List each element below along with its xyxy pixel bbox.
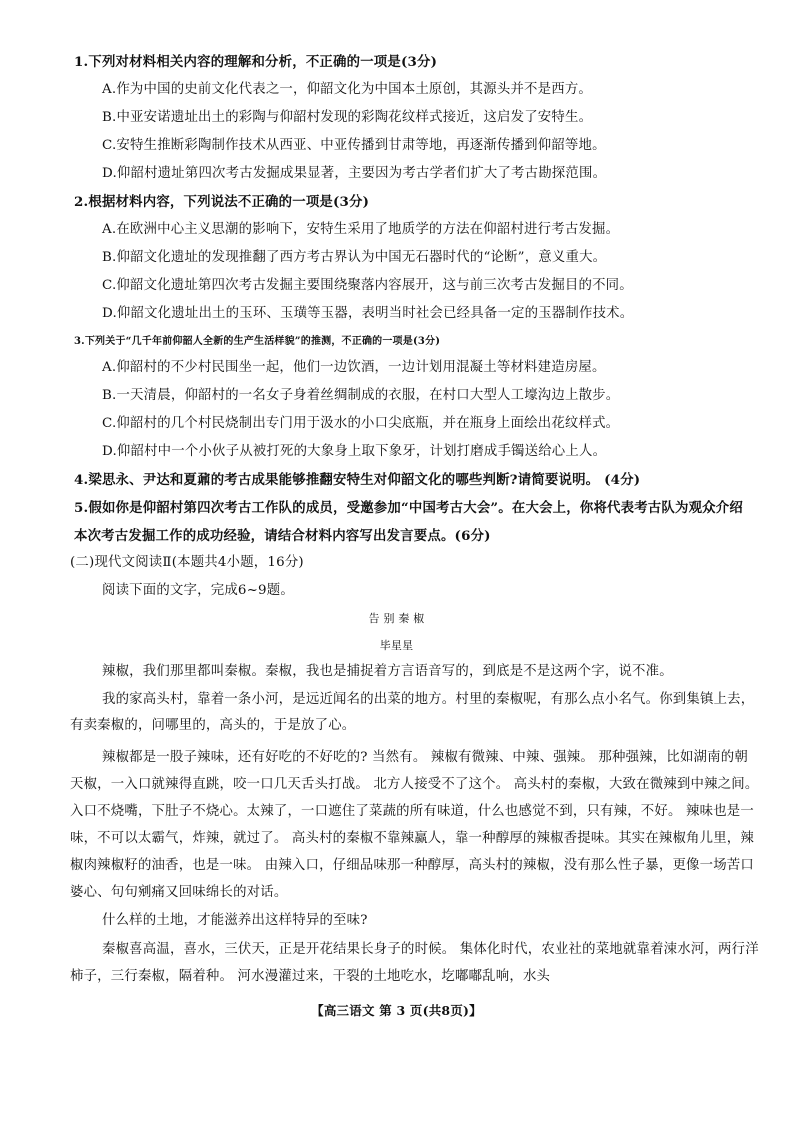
question-3-option-c: C.仰韶村的几个村民烧制出专门用于汲水的小口尖底瓶，并在瓶身上面绘出花纹样式。 <box>102 416 620 431</box>
question-5-line-2: 本次考古发掘工作的成功经验，请结合材料内容写出发言要点。(6分) <box>74 528 491 544</box>
article-paragraph-3-line-2: 天椒，一入口就辣得直跳，咬一口几天舌头打战。 北方人接受不了这个。 高头村的秦椒，大致在微辣到中辣之间。 <box>70 777 759 792</box>
question-3-option-a: A.仰韶村的不少村民围坐一起，他们一边饮酒，一边计划用混凝土等材料建造房屋。 <box>102 360 606 375</box>
question-1-stem: 1.下列对材料相关内容的理解和分析，不正确的一项是(3分) <box>74 54 438 70</box>
article-paragraph-3-line-1: 辣椒都是一股子辣味，还有好吃的不好吃的? 当然有。 辣椒有微辣、中辣、强辣。 那种强辣，比如湖南的朝 <box>102 750 748 765</box>
question-5-line-1: 5.假如你是仰韶村第四次考古工作队的成员，受邀参加“中国考古大会”。在大会上，你将代表考古队为观众介绍 <box>74 500 743 516</box>
question-2-option-a: A.在欧洲中心主义思潮的影响下，安特生采用了地质学的方法在仰韶村进行考古发掘。 <box>102 222 620 237</box>
article-paragraph-5-line-1: 秦椒喜高温，喜水，三伏天，正是开花结果长身子的时候。 集体化时代，农业社的菜地就靠着涑水河，两行洋 <box>102 942 759 957</box>
article-title: 告 别 秦 椒 <box>368 612 425 625</box>
question-1-option-b: B.中亚安诺遗址出土的彩陶与仰韶村发现的彩陶花纹样式接近，这启发了安特生。 <box>102 110 593 125</box>
question-2-stem: 2.根据材料内容，下列说法不正确的一项是(3分) <box>74 194 370 210</box>
question-2-option-c: C.仰韶文化遗址第四次考古发掘主要围绕聚落内容展开，这与前三次考古发掘目的不同。 <box>102 278 633 293</box>
article-paragraph-3-line-6: 婆心、句句剜痛又回味绵长的对话。 <box>70 885 288 900</box>
question-2-option-b: B.仰韶文化遗址的发现推翻了西方考古界认为中国无石器时代的“论断”，意义重大。 <box>102 250 607 265</box>
article-paragraph-1: 辣椒，我们那里都叫秦椒。秦椒，我也是捕捉着方言语音写的，到底是不是这两个字，说不准。 <box>102 664 673 679</box>
question-1-option-a: A.作为中国的史前文化代表之一，仰韶文化为中国本土原创，其源头并不是西方。 <box>102 82 592 97</box>
question-3-stem: 3.下列关于“几千年前仰韶人全新的生产生活样貌”的推测，不正确的一项是(3分) <box>74 336 441 347</box>
question-2-option-d: D.仰韶文化遗址出土的玉环、玉璜等玉器，表明当时社会已经具备一定的玉器制作技术。 <box>102 306 634 321</box>
article-paragraph-2-line-1: 我的家高头村，靠着一条小河，是远近闻名的出菜的地方。村里的秦椒呢，有那么点小名气。你到集镇上去， <box>102 692 755 707</box>
article-paragraph-5-line-2: 柿子，三行秦椒，隔着种。 河水漫灌过来，干裂的土地吃水，圪嘟嘟乱响，水头 <box>70 969 551 984</box>
section-header: (二)现代文阅读Ⅱ(本题共4小题，16分) <box>70 555 304 570</box>
article-author: 毕星星 <box>379 639 414 652</box>
section-instruction: 阅读下面的文字，完成6~9题。 <box>102 583 294 598</box>
question-3-option-d: D.仰韶村中一个小伙子从被打死的大象身上取下象牙，计划打磨成手镯送给心上人。 <box>102 444 607 459</box>
question-1-option-c: C.安特生推断彩陶制作技术从西亚、中亚传播到甘肃等地，再逐渐传播到仰韶等地。 <box>102 138 606 153</box>
article-paragraph-3-line-3: 入口不烧嘴，下肚子不烧心。太辣了，一口遮住了菜蔬的所有味道，什么也感觉不到，只有辣，不好。 辣味也是一 <box>70 804 754 819</box>
question-4: 4.梁思永、尹达和夏鼐的考古成果能够推翻安特生对仰韶文化的哪些判断?请简要说明。 (4分) <box>74 472 641 488</box>
question-1-option-d: D.仰韶村遗址第四次考古发掘成果显著，主要因为考古学者们扩大了考古勘探范围。 <box>102 166 607 181</box>
article-paragraph-4: 什么样的土地，才能滋养出这样特异的至味? <box>102 913 368 928</box>
article-paragraph-3-line-4: 味，不可以太霸气，炸辣，就过了。 高头村的秦椒不靠辣赢人，靠一种醇厚的辣椒香提味。其实在辣椒角儿里，辣 <box>70 831 754 846</box>
question-3-option-b: B.一天清晨，仰韶村的一名女子身着丝绸制成的衣服，在村口大型人工壕沟边上散步。 <box>102 388 620 403</box>
page-footer: 【高三语文 第 3 页(共8页)】 <box>311 1003 482 1018</box>
article-paragraph-2-line-2: 有卖秦椒的，问哪里的，高头的，于是放了心。 <box>70 718 356 733</box>
article-paragraph-3-line-5: 椒肉辣椒籽的油香，也是一味。 由辣入口，仔细品味那一种醇厚，高头村的辣椒，没有那么性子暴，更像一场苦口 <box>70 858 754 873</box>
